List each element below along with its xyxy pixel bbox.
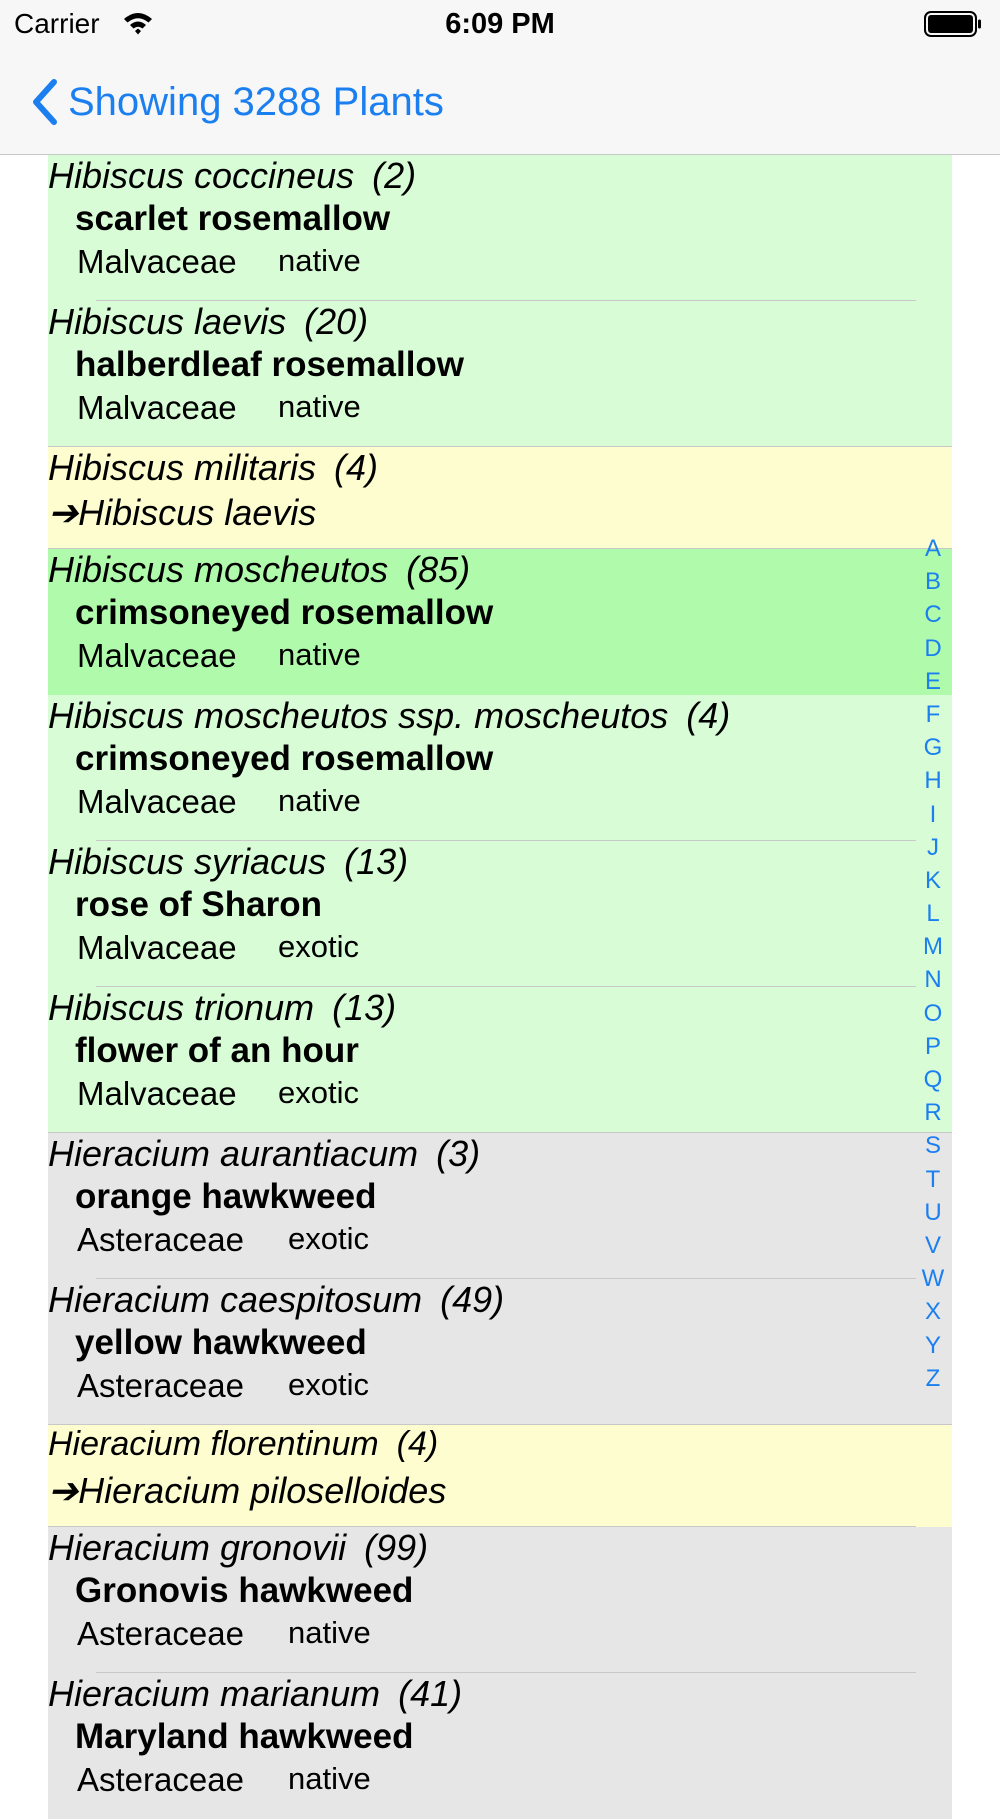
scientific-name: Hieracium aurantiacum (3): [48, 1133, 481, 1174]
scientific-name: Hieracium florentinum (4): [48, 1425, 439, 1463]
status-bar: [0, 0, 1000, 50]
common-name: crimsoneyed rosemallow: [75, 593, 494, 632]
index-letter-h[interactable]: H: [924, 767, 942, 795]
plant-row[interactable]: [48, 301, 952, 447]
battery-icon: [924, 11, 982, 37]
origin-status: native: [278, 637, 361, 672]
synonym-target: ➔Hibiscus laevis: [48, 492, 317, 533]
plant-row[interactable]: [48, 1279, 952, 1425]
index-letter-c[interactable]: C: [924, 601, 942, 629]
plant-row[interactable]: [48, 841, 952, 987]
scientific-name: Hibiscus moscheutos ssp. moscheutos (4): [48, 695, 731, 736]
origin-status: exotic: [278, 929, 359, 964]
synonym-row[interactable]: [48, 447, 952, 549]
chevron-left-icon: [28, 76, 60, 128]
scientific-name: Hibiscus coccineus (2): [48, 155, 417, 196]
index-letter-w[interactable]: W: [921, 1265, 945, 1293]
index-letter-l[interactable]: L: [926, 900, 940, 928]
plant-row[interactable]: [48, 1673, 952, 1819]
scientific-name: Hibiscus moscheutos (85): [48, 549, 471, 590]
index-letter-b[interactable]: B: [924, 568, 941, 596]
scientific-name: Hieracium marianum (41): [48, 1673, 463, 1714]
index-letter-u[interactable]: U: [924, 1198, 942, 1226]
index-letter-p[interactable]: P: [924, 1032, 941, 1060]
index-letter-f[interactable]: F: [925, 700, 941, 728]
index-letter-v[interactable]: V: [924, 1231, 941, 1259]
origin-status: native: [278, 783, 361, 818]
index-letter-a[interactable]: A: [924, 535, 941, 562]
common-name: orange hawkweed: [75, 1177, 377, 1216]
plant-row[interactable]: [48, 1133, 952, 1279]
plant-list[interactable]: [48, 155, 952, 1798]
index-letter-g[interactable]: G: [923, 734, 943, 762]
family-name: Asteraceae: [77, 1367, 244, 1404]
family-name: Malvaceae: [77, 929, 237, 966]
synonym-row[interactable]: [48, 1425, 952, 1527]
plant-row[interactable]: [48, 695, 952, 841]
plant-row[interactable]: [48, 155, 952, 301]
origin-status: exotic: [288, 1367, 369, 1402]
index-letter-y[interactable]: Y: [924, 1331, 941, 1359]
index-letter-m[interactable]: M: [923, 933, 943, 961]
family-name: Malvaceae: [77, 637, 237, 674]
navigation-bar: [0, 50, 1000, 155]
origin-status: exotic: [288, 1221, 369, 1256]
family-name: Asteraceae: [77, 1221, 244, 1258]
family-name: Malvaceae: [77, 389, 237, 426]
index-letter-r[interactable]: R: [924, 1099, 942, 1127]
scientific-name: Hieracium gronovii (99): [48, 1527, 429, 1568]
index-letter-o[interactable]: O: [923, 999, 943, 1027]
scientific-name: Hibiscus militaris (4): [48, 447, 379, 488]
origin-status: exotic: [278, 1075, 359, 1110]
family-name: Malvaceae: [77, 243, 237, 280]
index-letter-s[interactable]: S: [924, 1132, 941, 1160]
plant-row[interactable]: [48, 987, 952, 1133]
common-name: rose of Sharon: [75, 885, 322, 924]
common-name: flower of an hour: [75, 1031, 359, 1070]
index-letter-n[interactable]: N: [924, 966, 942, 994]
common-name: yellow hawkweed: [75, 1323, 367, 1362]
family-name: Asteraceae: [77, 1761, 244, 1798]
family-name: Asteraceae: [77, 1615, 244, 1652]
common-name: crimsoneyed rosemallow: [75, 739, 494, 778]
common-name: scarlet rosemallow: [75, 199, 391, 238]
alphabet-index[interactable]: [918, 532, 948, 1395]
scientific-name: Hibiscus trionum (13): [48, 987, 397, 1028]
origin-status: native: [278, 243, 361, 278]
family-name: Malvaceae: [77, 783, 237, 820]
common-name: Maryland hawkweed: [75, 1717, 414, 1756]
back-button[interactable]: [28, 74, 444, 130]
plant-row-selected[interactable]: [48, 549, 952, 695]
index-letter-e[interactable]: E: [924, 667, 941, 695]
common-name: halberdleaf rosemallow: [75, 345, 465, 384]
index-letter-i[interactable]: I: [929, 800, 937, 828]
index-letter-k[interactable]: K: [924, 866, 941, 894]
index-letter-j[interactable]: J: [927, 833, 939, 861]
synonym-target: ➔Hieracium piloselloides: [48, 1470, 447, 1511]
origin-status: native: [278, 389, 361, 424]
index-letter-d[interactable]: D: [924, 634, 942, 662]
family-name: Malvaceae: [77, 1075, 237, 1112]
scientific-name: Hieracium caespitosum (49): [48, 1279, 505, 1320]
scientific-name: Hibiscus syriacus (13): [48, 841, 409, 882]
index-letter-t[interactable]: T: [925, 1165, 941, 1193]
common-name: Gronovis hawkweed: [75, 1571, 414, 1610]
origin-status: native: [288, 1615, 371, 1650]
scientific-name: Hibiscus laevis (20): [48, 301, 369, 342]
plant-row[interactable]: [48, 1527, 952, 1673]
origin-status: native: [288, 1761, 371, 1796]
back-button-label: Showing 3288 Plants: [68, 79, 444, 124]
clock: 6:09 PM: [445, 8, 555, 40]
carrier-label: Carrier: [14, 8, 100, 39]
index-letter-z[interactable]: Z: [925, 1364, 941, 1392]
index-letter-x[interactable]: X: [924, 1298, 941, 1326]
index-letter-q[interactable]: Q: [923, 1066, 943, 1093]
